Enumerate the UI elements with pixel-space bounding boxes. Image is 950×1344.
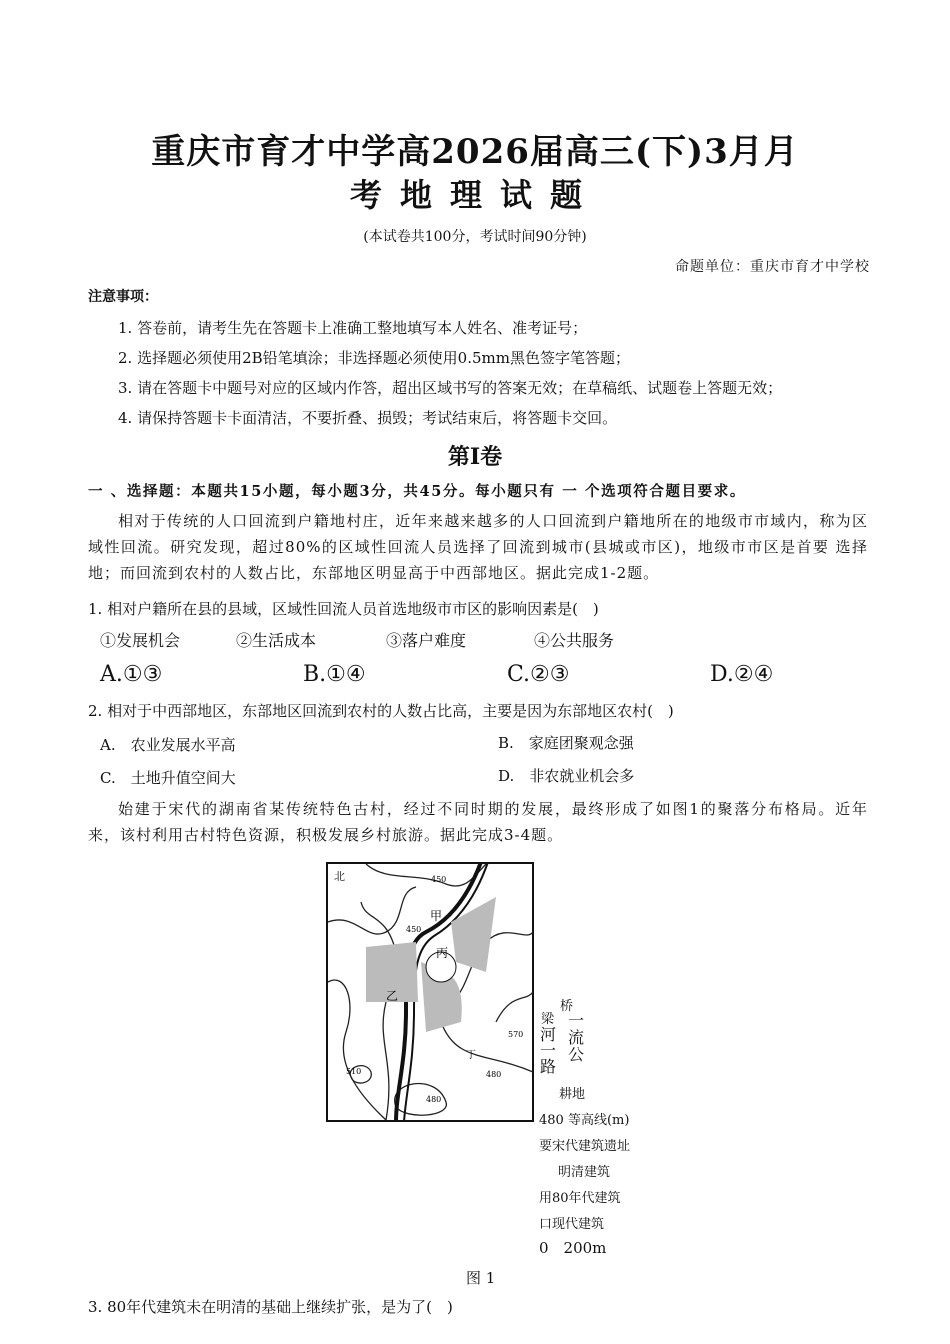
q1-item: ②生活成本	[236, 631, 317, 650]
svg-text:510: 510	[346, 1067, 362, 1076]
label-yi: 乙	[386, 989, 399, 1003]
note-item: 4. 请保持答题卡卡面清洁，不要折叠、损毁；考试结束后，将答题卡交回。	[118, 409, 618, 427]
title-line2: 考地理试题	[349, 176, 600, 214]
q2-option-c[interactable]: C. 土地升值空间大	[100, 769, 236, 787]
north-label: 北	[334, 870, 345, 883]
passage-2: 始建于宋代的湖南省某传统特色古村，经过不同时期的发展，最终形成了如图1的聚落分布格局。近年 来，该村利用古村特色资源，积极发展乡村旅游。据此完成3-4题。	[88, 800, 868, 844]
label-ding: 丁	[466, 1050, 476, 1061]
q1-option-d[interactable]: D.②④	[710, 662, 774, 687]
subtitle: (本试卷共100分，考试时间90分钟)	[363, 229, 587, 245]
volume-heading: 第I卷	[447, 444, 503, 470]
q1-item: ④公共服务	[534, 631, 615, 650]
q2-stem: 2. 相对于中西部地区，东部地区回流到农村的人数占比高，主要是因为东部地区农村( )	[88, 702, 674, 720]
note-item: 3. 请在答题卡中题号对应的区域内作答，超出区域书写的答案无效；在草稿纸、试题卷上答题无效；	[118, 379, 783, 397]
author-unit: 命题单位：重庆市育才中学校	[675, 259, 870, 275]
title-line1: 重庆市育才中学高2026届高三(下)3月月	[151, 132, 799, 172]
q2-option-a[interactable]: A. 农业发展水平高	[100, 736, 236, 754]
note-item: 2. 选择题必须使用2B铅笔填涂；非选择题必须使用0.5mm黑色签字笔答题；	[118, 349, 630, 367]
q1-option-b[interactable]: B.①④	[303, 662, 366, 687]
exam-page: 重庆市育才中学高2026届高三(下)3月月 考地理试题 (本试卷共100分，考试时间90分钟) 命题单位：重庆市育才中学校 注意事项： 1. 答卷前，请考生先在答题卡上准确工整地填写本人姓名、准考证号； 2. 选择题必须使用2B铅笔填涂；非选择题必须使用0.5mm黑色签字笔答题； 3. 请在答题卡中题号对应的区域内作答，超出区域书写的答案无效；在草稿纸、试题卷上答题无效； 4. 请保持答题卡卡面清洁，不要折叠、损毁；考试结束后，将答题卡交回。 第I卷 一 、选择题：本题共15小题，每小题3分，共45分。每小题只有 一 个选项符合题目要求。 相对于传统的人口回流到户籍地村庄，近年来越来越多的人口回流到户籍地所在的地级市市域内，称为区域性回流。研究发现，超过80%的区域性回流人员选择了回流到城市(县城或市区)，地级市市区是首要 选择地；而回流到农村的人数占比，东部地区明显高于中西部地区。据此完成1-2题。 1. 相对户籍所在县的县域，区域性回流人员首选地级市市区的影响因素是( ) ①发展机会 ②生活成本 ③落户难度 ④公共服务 A.①③ B.①④ C.②③ D.②④ 2. 相对于中西部地区，东部地区回流到农村的人数占比高，主要是因为东部地区农村( ) A. 农业发展水平高 B. 家庭团聚观念强 C. 土地升值空间大 D. 非农就业机会多 始建于宋代的湖南省某传统特色古村，经过不同时期的发展，最终形成了如图1的聚落分布格局。近年 来，该村利用古村特色资源，积极发展乡村旅游。据此完成3-4题。 北 甲 乙 丙 丁 450 450 510 480 480 570 桥 梁 一 流 河 公 一 路 耕地 480 等高线(m) 要宋代建筑遗址 明清建筑 用80年代建筑 口现代建筑 0 200m 图 1 3. 80年代建筑未在明清的基础上继续扩张，是为了( )	[0, 0, 950, 1344]
figure-caption: 图 1	[466, 1269, 496, 1287]
q1-stem: 1. 相对户籍所在县的县域，区域性回流人员首选地级市市区的影响因素是( )	[88, 600, 599, 618]
q1-option-a[interactable]: A.①③	[100, 662, 163, 687]
section-heading: 一 、选择题：本题共15小题，每小题3分，共45分。每小题只有 一 个选项符合题目要求。	[88, 483, 746, 500]
label-bing: 丙	[436, 946, 449, 960]
q1-item: ③落户难度	[386, 631, 467, 650]
q1-item: ①发展机会	[100, 631, 181, 650]
q2-option-b[interactable]: B. 家庭团聚观念强	[498, 734, 634, 752]
scale-bar-label: 0 200m	[539, 1239, 607, 1257]
note-item: 1. 答卷前，请考生先在答题卡上准确工整地填写本人姓名、准考证号；	[118, 319, 588, 337]
svg-text:450: 450	[431, 875, 447, 884]
svg-text:570: 570	[508, 1030, 524, 1039]
notes-heading: 注意事项：	[88, 289, 158, 305]
legend-text: 桥	[560, 999, 574, 1014]
passage-1: 相对于传统的人口回流到户籍地村庄，近年来越来越多的人口回流到户籍地所在的地级市市域内，称为区域性回流。研究发现，超过80%的区域性回流人员选择了回流到城市(县城或市区)，地级市市区是首要 选择地；而回流到农村的人数占比，东部地区明显高于中西部地区。据此完成1-2题。	[88, 512, 868, 582]
label-jia: 甲	[430, 909, 443, 923]
q1-option-c[interactable]: C.②③	[507, 662, 570, 687]
q2-option-d[interactable]: D. 非农就业机会多	[498, 767, 635, 785]
svg-text:480: 480	[426, 1095, 442, 1104]
svg-text:450: 450	[406, 925, 422, 934]
svg-text:480: 480	[486, 1070, 502, 1079]
settlement-map	[326, 862, 534, 1122]
q3-stem: 3. 80年代建筑未在明清的基础上继续扩张，是为了( )	[88, 1298, 453, 1316]
